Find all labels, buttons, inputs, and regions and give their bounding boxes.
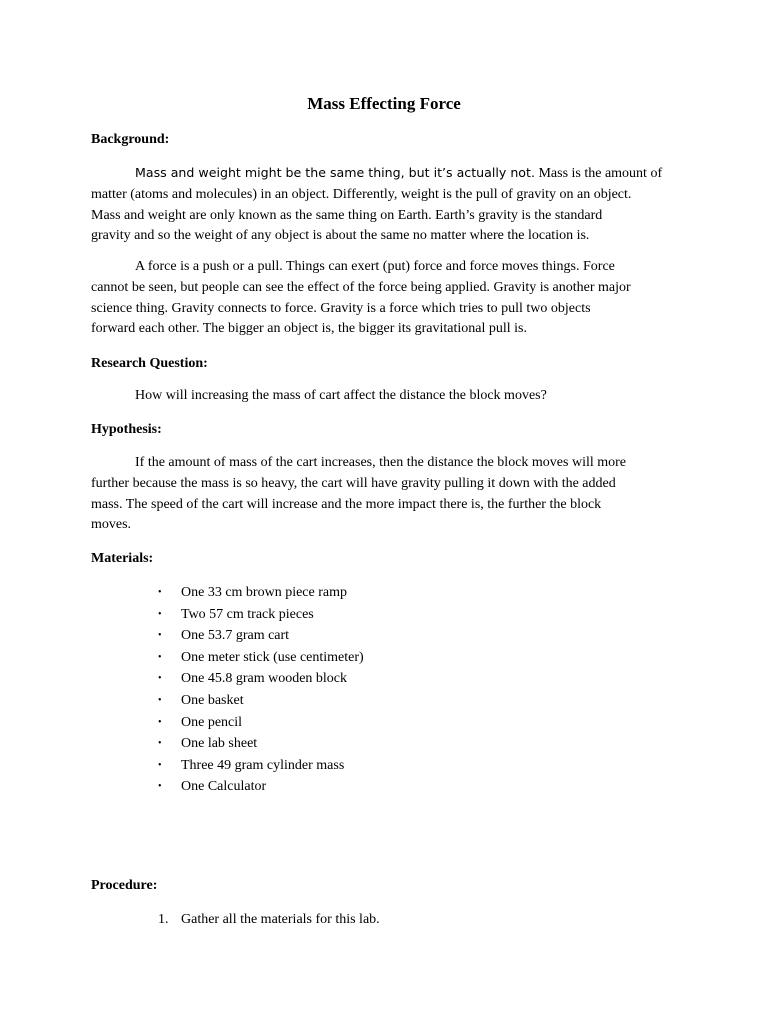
paragraph-line: How will increasing the mass of cart affect the distance the block moves? (135, 388, 547, 403)
paragraph-line: Mass and weight might be the same thing, but it’s actually not. Mass is the amount of (135, 165, 663, 181)
paragraph-line: cannot be seen, but people can see the effect of the force being applied. Gravity is another major (91, 279, 631, 295)
bullet-icon: • (158, 651, 162, 663)
list-item: • One meter stick (use centimeter) (158, 647, 364, 669)
background-paragraph-2 (91, 257, 691, 340)
paragraph-line: gravity and so the weight of any object is about the same no matter where the location is. (91, 228, 590, 244)
document-title: Mass Effecting Force (307, 94, 461, 113)
list-item: • Two 57 cm track pieces (158, 604, 364, 626)
list-item: • One 33 cm brown piece ramp (158, 582, 364, 604)
list-item: • One basket (158, 690, 364, 712)
bullet-icon: • (158, 694, 162, 706)
bullet-icon: • (158, 738, 162, 750)
step-text: Gather all the materials for this lab. (181, 912, 380, 927)
step-number: 1. (158, 912, 169, 927)
bullet-icon: • (158, 673, 162, 685)
bullet-icon: • (158, 759, 162, 771)
paragraph-line: matter (atoms and molecules) in an object. Differently, weight is the pull of gravity on an object. (91, 186, 632, 202)
paragraph-line: further because the mass is so heavy, the cart will have gravity pulling it down with the added (91, 475, 616, 491)
paragraph-line: A force is a push or a pull. Things can exert (put) force and force moves things. Force (135, 259, 615, 274)
paragraph-line: science thing. Gravity connects to force. Gravity is a force which tries to pull two objects (91, 300, 591, 316)
materials-heading: Materials: (91, 551, 154, 566)
paragraph-line: Mass and weight are only known as the same thing on Earth. Earth’s gravity is the standard (91, 207, 603, 223)
research-question-text (91, 386, 691, 407)
background-paragraph-1 (91, 163, 691, 247)
research-question-heading: Research Question: (91, 356, 208, 371)
bullet-icon: • (158, 630, 162, 642)
hypothesis-paragraph (91, 453, 691, 536)
paragraph-line: mass. The speed of the cart will increase and the more impact there is, the further the block (91, 496, 602, 512)
list-item (158, 912, 380, 928)
paragraph-line: moves. (91, 517, 132, 533)
background-heading: Background: (91, 132, 170, 147)
materials-list (158, 582, 364, 798)
list-item: • One 53.7 gram cart (158, 625, 364, 647)
bullet-icon: • (158, 781, 162, 793)
bullet-icon: • (158, 716, 162, 728)
bullet-icon: • (158, 608, 162, 620)
list-item: • One lab sheet (158, 733, 364, 755)
bullet-icon: • (158, 587, 162, 598)
paragraph-line: If the amount of mass of the cart increases, then the distance the block moves will more (135, 455, 627, 470)
procedure-heading: Procedure: (91, 878, 158, 893)
list-item: • Three 49 gram cylinder mass (158, 755, 364, 777)
list-item: • One Calculator (158, 776, 364, 798)
list-item: • One 45.8 gram wooden block (158, 668, 364, 690)
hypothesis-heading: Hypothesis: (91, 422, 162, 437)
list-item: • One pencil (158, 712, 364, 734)
procedure-list (158, 912, 380, 928)
paragraph-line: forward each other. The bigger an object is, the bigger its gravitational pull is. (91, 321, 527, 337)
